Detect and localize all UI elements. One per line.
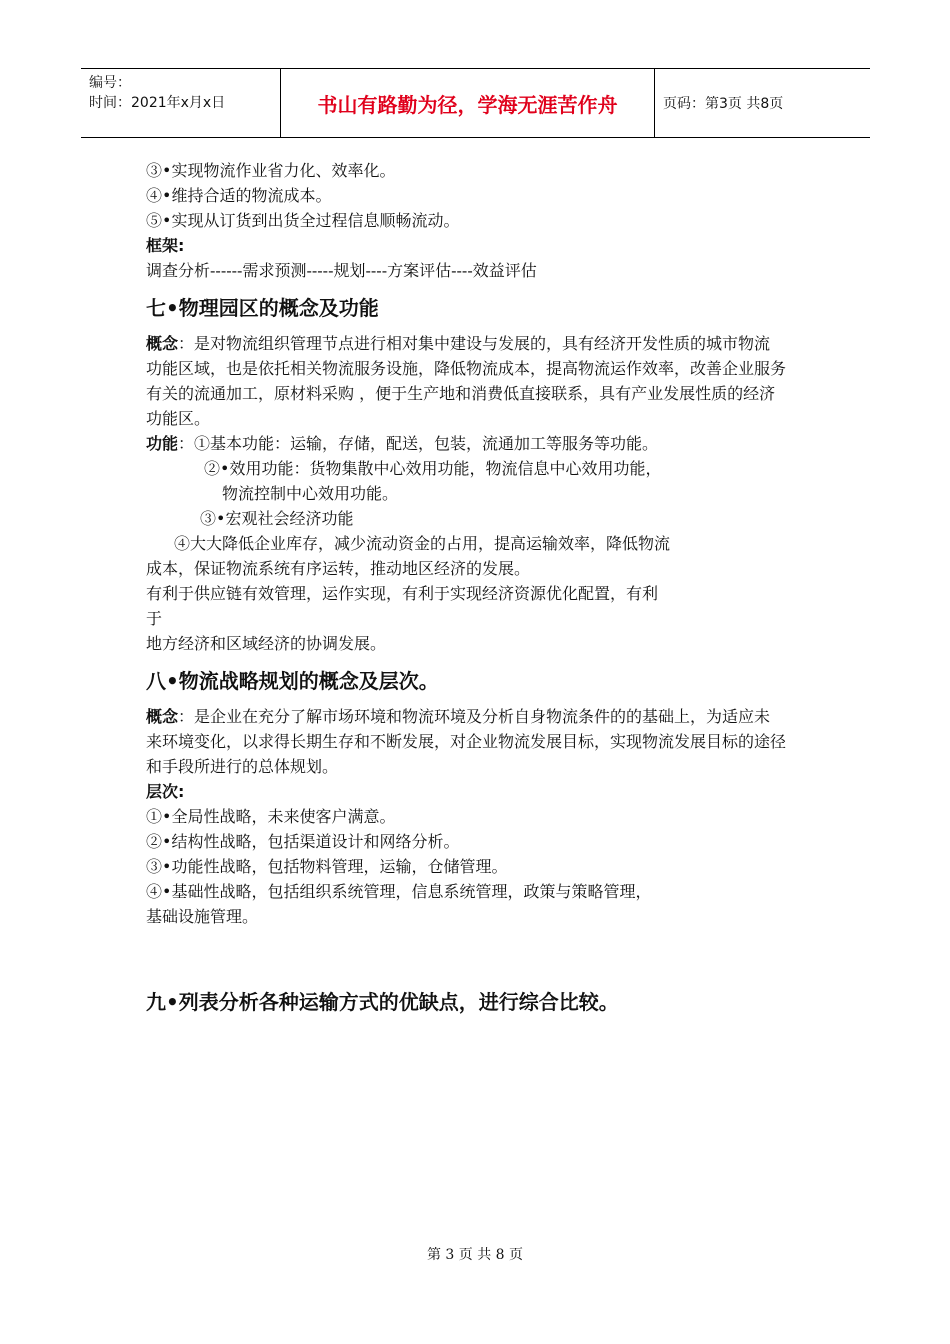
section8-title: 八•物流战略规划的概念及层次。 — [146, 669, 439, 693]
header-number-label: 编号： — [89, 75, 131, 91]
header-meta — [89, 73, 279, 113]
intro-item: ⑤•实现从订货到出货全过程信息顺畅流动。 — [146, 211, 460, 230]
section7-function-label: 功能 — [146, 434, 179, 453]
header-motto: 书山有路勤为径，学海无涯苦作舟 — [317, 92, 618, 117]
section7-extra: 有利于供应链有效管理，运作实现，有利于实现经济资源优化配置，有利 — [146, 584, 659, 603]
section9-title: 九•列表分析各种运输方式的优缺点，进行综合比较。 — [146, 990, 619, 1014]
section7-extra: 于 — [146, 609, 163, 628]
section7-function-2b: 物流控制中心效用功能。 — [222, 484, 399, 503]
header-time-label: 时间：2021年x月x日 — [89, 95, 226, 111]
section8-level-item: ③•功能性战略，包括物料管理，运输，仓储管理。 — [146, 857, 508, 876]
section8-levels-label: 层次: — [146, 782, 185, 801]
section7-function-1: 功能：①基本功能：运输，存储，配送，包装，流通加工等服务等功能。 — [146, 434, 659, 453]
header-page-info: 页码：第3页 共8页 — [663, 96, 784, 112]
document-header — [81, 68, 870, 138]
page-footer: 第 3 页 共 8 页 — [426, 1247, 524, 1263]
section7-concept — [146, 331, 786, 431]
section7-function-4b: 成本，保证物流系统有序运转，推动地区经济的发展。 — [146, 559, 531, 578]
section8-level-item: ①•全局性战略，未来使客户满意。 — [146, 807, 396, 826]
section7-function-2a: ②•效用功能：货物集散中心效用功能，物流信息中心效用功能， — [204, 459, 662, 478]
section8-level-item: 基础设施管理。 — [146, 907, 259, 926]
section8-concept — [146, 704, 786, 779]
section8-level-item: ②•结构性战略，包括渠道设计和网络分析。 — [146, 832, 460, 851]
section8-concept-label: 概念 — [146, 707, 179, 726]
section8-level-item: ④•基础性战略，包括组织系统管理，信息系统管理，政策与策略管理， — [146, 882, 652, 901]
framework-label: 框架: — [146, 236, 185, 255]
section7-title: 七•物理园区的概念及功能 — [146, 296, 379, 320]
section7-extra: 地方经济和区域经济的协调发展。 — [146, 634, 387, 653]
framework-text: 调查分析------需求预测-----规划----方案评估----效益评估 — [146, 261, 537, 280]
section7-concept-label: 概念 — [146, 334, 179, 353]
intro-item: ④•维持合适的物流成本。 — [146, 186, 332, 205]
document-body — [146, 158, 786, 1025]
intro-item: ③•实现物流作业省力化、效率化。 — [146, 161, 396, 180]
section8-concept-text: ：是企业在充分了解市场环境和物流环境及分析自身物流条件的的基础上，为适应未来环境变化，以求得长期生存和不断发展，对企业物流发展目标，实现物流发展目标的途径和手段所进行的总体规划。 — [146, 707, 787, 776]
section7-function-4a: ④大大降低企业库存，减少流动资金的占用，提高运输效率，降低物流 — [174, 534, 671, 553]
header-divider — [654, 69, 655, 137]
section7-function-3: ③•宏观社会经济功能 — [200, 509, 354, 528]
section7-concept-text: ：是对物流组织管理节点进行相对集中建设与发展的，具有经济开发性质的城市物流功能区域，也是依托相关物流服务设施，降低物流成本，提高物流运作效率，改善企业服务有关的流通加工，原材料采购 ，便于生产地和消费低直接联系，具有产业发展性质的经济功能区。 — [146, 334, 787, 428]
